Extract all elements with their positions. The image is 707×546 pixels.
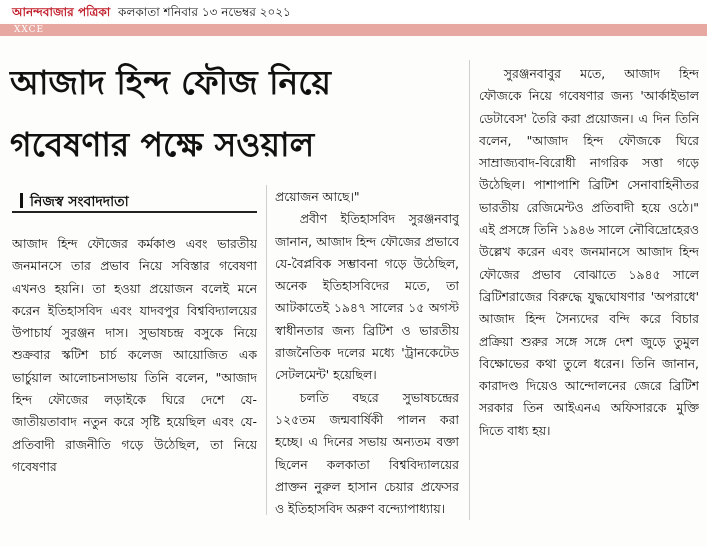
column-1-text: আজাদ হিন্দ ফৌজের কর্মকাণ্ড এবং ভারতীয় জনমানসে তার প্রভাব নিয়ে সবিস্তার গবেষণা এখনও হয়নি। তা হওয়া প্রয়োজন বলেই মনে করেন ইতিহাসবিদ এবং যাদবপুর বিশ্ববিদ্যালয়ের উপাচার্য সুরঞ্জন দাস। সুভাষচন্দ্র বসুকে নিয়ে শুক্রবার স্কটিশ চার্চ কলেজ আয়োজিত এক ভার্চুয়াল আলোচনাসভায় তিনি বলেন, "আজাদ হিন্দ ফৌজের লড়াইকে ঘিরে দেশে যে-জাতীয়তাবাদ নতুন করে সৃষ্টি হয়েছিল এবং যে-প্রতিবাদী রাজনীতি গড়ে উঠেছিল, তা নিয়ে গবেষণার — [12, 236, 257, 474]
headline-line-1: আজাদ হিন্দ ফৌজ নিয়ে — [10, 63, 331, 102]
byline: নিজস্ব সংবাদদাতা — [30, 194, 129, 210]
edition-code: XXCE — [14, 25, 45, 35]
newspaper-logo: আনন্দবাজার পত্রিকা — [12, 5, 111, 19]
headline-line-2: গবেষণার পক্ষে সওয়াল — [10, 125, 315, 164]
column-2-paragraph-1: প্রবীণ ইতিহাসবিদ সুরঞ্জনবাবু জানান, আজাদ হিন্দ ফৌজের প্রভাবে যে-বৈপ্লবিক সম্ভাবনা গড়ে উঠেছিল, অনেক ইতিহাসবিদের মতে, তা আটকাতেই ১৯৪৭ সালের ১৫ অগস্ট স্বাধীনতার জন্য ব্রিটিশ ও ভারতীয় রাজনৈতিক দলের মধ্যে 'ট্রানকেটেড সেটলমেন্ট' হয়েছিল। — [275, 211, 459, 383]
article-column-1 — [12, 233, 257, 543]
column-divider — [266, 185, 267, 515]
dateline: কলকাতা শনিবার ১৩ নভেম্বর ২০২১ — [118, 5, 291, 19]
headline — [10, 52, 460, 176]
byline-bar — [20, 193, 23, 208]
masthead-line — [12, 4, 291, 24]
column-2-continuation: প্রয়োজন আছে।" — [275, 189, 360, 204]
masthead-strip — [0, 0, 707, 22]
article-column-2 — [275, 186, 459, 516]
column-2-paragraph-2: চলতি বছরে সুভাষচন্দ্রের ১২৫তম জন্মবার্ষিকী পালন করা হচ্ছে। এ দিনের সভায় অন্যতম বক্তা ছিলেন কলকাতা বিশ্ববিদ্যালয়ের প্রাক্তন নুরুল হাসান চেয়ার প্রফেসর ও ইতিহাসবিদ অরুণ বন্দ্যোপাধ্যায়। — [275, 389, 459, 516]
article-column-3 — [479, 63, 699, 523]
column-3-text: সুরঞ্জনবাবুর মতে, আজাদ হিন্দ ফৌজকে নিয়ে গবেষণার জন্য 'আর্কাইভাল ডেটাবেস' তৈরি করা প্রয়োজন। এ দিন তিনি বলেন, "আজাদ হিন্দ ফৌজকে ঘিরে সাম্রাজ্যবাদ-বিরোধী নাগরিক সত্তা গড়ে উঠেছিল। পাশাপাশি ব্রিটিশ সেনাবাহিনীতর ভারতীয় রেজিমেন্টও প্রতিবাদী হয়ে ওঠে।" এই প্রসঙ্গে তিনি ১৯৪৬ সালে নৌবিদ্রোহেরও উল্লেখ করেন এবং জনমানসে আজাদ হিন্দ ফৌজের প্রভাব বোঝাতে ১৯৪৫ সালে ব্রিটিশরাজের বিরুদ্ধে যুদ্ধঘোষণার 'অপরাধে' আজাদ হিন্দ সৈন্যদের বন্দি করে বিচার প্রক্রিয়া শুরুর সঙ্গে সঙ্গে দেশ জুড়ে তুমুল বিক্ষোভের কথা তুলে ধরেন। তিনি জানান, কারাদণ্ড দিয়েও আন্দোলনের জেরে ব্রিটিশ সরকার তিন আইএনএ অফিসারকে মুক্তি দিতে বাধ্য হয়। — [479, 66, 699, 438]
edition-band — [0, 24, 707, 36]
column-divider — [469, 60, 470, 520]
